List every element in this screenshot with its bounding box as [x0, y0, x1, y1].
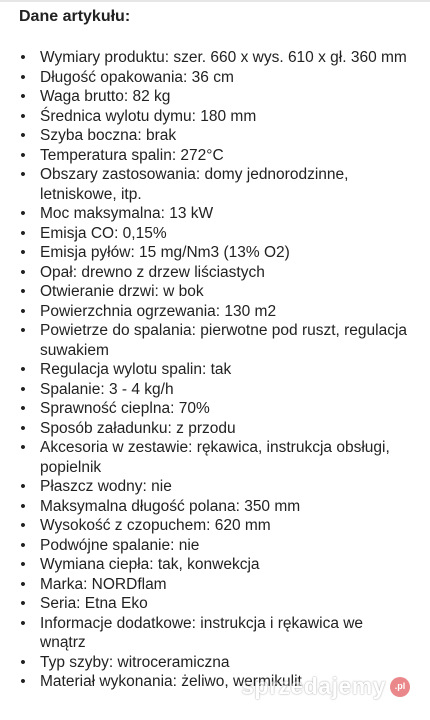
- spec-text: Waga brutto: 82 kg: [40, 88, 171, 105]
- spec-text: Otwieranie drzwi: w bok: [40, 283, 204, 300]
- spec-text: Akcesoria w zestawie: rękawica, instrukcja obsługi, popielnik: [40, 439, 390, 476]
- spec-text: Podwójne spalanie: nie: [40, 536, 200, 554]
- spec-list-item: [0, 48, 410, 68]
- bullet-icon: •: [20, 517, 26, 534]
- spec-list-item: [0, 321, 410, 360]
- bullet-icon: •: [20, 244, 26, 261]
- section-heading: Dane artykułu:: [19, 8, 131, 25]
- spec-text: Szyba boczna: brak: [40, 127, 177, 144]
- spec-text: Typ szyby: witroceramiczna: [40, 653, 230, 671]
- bullet-icon: •: [20, 653, 26, 671]
- spec-text: Emisja CO: 0,15%: [40, 224, 167, 242]
- top-divider: [0, 0, 430, 2]
- spec-list-item: [0, 497, 410, 517]
- spec-list-item: [0, 438, 410, 477]
- spec-text: Wysokość z czopuchem: 620 mm: [40, 517, 271, 534]
- spec-text: Seria: Etna Eko: [40, 595, 148, 612]
- spec-text: Regulacja wylotu spalin: tak: [40, 361, 232, 378]
- spec-list-item: [0, 380, 410, 400]
- watermark-text: sprzedajemy: [241, 673, 386, 699]
- spec-text: Płaszcz wodny: nie: [40, 478, 172, 495]
- spec-text: Opał: drewno z drzew liściastych: [40, 263, 265, 281]
- spec-text: Średnica wylotu dymu: 180 mm: [40, 107, 257, 125]
- spec-list-item: [0, 263, 410, 283]
- spec-text: Powierzchnia ogrzewania: 130 m2: [40, 302, 277, 320]
- spec-text: Maksymalna długość polana: 350 mm: [40, 497, 301, 515]
- bullet-icon: •: [20, 68, 26, 86]
- bullet-icon: •: [20, 497, 26, 515]
- spec-list-item: [0, 302, 410, 322]
- bullet-icon: •: [20, 146, 26, 164]
- bullet-icon: •: [20, 478, 26, 495]
- spec-list-item: [0, 653, 410, 673]
- bullet-icon: •: [20, 322, 26, 339]
- spec-list-item: [0, 555, 410, 575]
- bullet-icon: •: [20, 380, 26, 398]
- spec-text: Długość opakowania: 36 cm: [40, 68, 234, 86]
- spec-list-item: [0, 536, 410, 556]
- spec-list-item: [0, 614, 410, 653]
- bullet-icon: •: [20, 595, 26, 612]
- bullet-icon: •: [20, 575, 26, 593]
- spec-list-item: [0, 419, 410, 439]
- spec-text: Moc maksymalna: 13 kW: [40, 205, 214, 222]
- spec-list-item: [0, 282, 410, 302]
- bullet-icon: •: [20, 556, 26, 573]
- bullet-icon: •: [20, 283, 26, 300]
- spec-list-item: [0, 68, 410, 88]
- spec-text: Emisja pyłów: 15 mg/Nm3 (13% O2): [40, 244, 290, 261]
- bullet-icon: •: [20, 224, 26, 242]
- bullet-icon: •: [20, 205, 26, 222]
- bullet-icon: •: [20, 107, 26, 125]
- spec-list: [0, 48, 410, 692]
- spec-list-item: [0, 516, 410, 536]
- watermark: [241, 673, 410, 700]
- spec-text: Wymiana ciepła: tak, konwekcja: [40, 556, 260, 573]
- bullet-icon: •: [20, 263, 26, 281]
- watermark-badge: .pl: [390, 677, 410, 697]
- bullet-icon: •: [20, 361, 26, 378]
- bullet-icon: •: [20, 614, 26, 632]
- bullet-icon: •: [20, 49, 26, 66]
- bullet-icon: •: [20, 166, 26, 183]
- spec-text: Sprawność cieplna: 70%: [40, 400, 210, 417]
- bullet-icon: •: [20, 88, 26, 105]
- spec-text: Marka: NORDflam: [40, 575, 167, 593]
- spec-list-item: [0, 126, 410, 146]
- spec-list-item: [0, 243, 410, 263]
- spec-list-item: [0, 399, 410, 419]
- spec-list-item: [0, 594, 410, 614]
- bullet-icon: •: [20, 439, 26, 456]
- spec-text: Spalanie: 3 - 4 kg/h: [40, 380, 174, 398]
- bullet-icon: •: [20, 536, 26, 554]
- spec-text: Powietrze do spalania: pierwotne pod ruszt, regulacja suwakiem: [40, 322, 408, 359]
- spec-list-item: [0, 87, 410, 107]
- spec-text: Obszary zastosowania: domy jednorodzinne, letniskowe, itp.: [40, 166, 349, 203]
- bullet-icon: •: [20, 419, 26, 437]
- spec-text: Materiał wykonania: żeliwo, wermikulit: [40, 673, 302, 690]
- spec-list-item: [0, 204, 410, 224]
- spec-text: Informacje dodatkowe: instrukcja i rękawica we wnątrz: [40, 614, 364, 651]
- bullet-icon: •: [20, 302, 26, 320]
- spec-text: Wymiary produktu: szer. 660 x wys. 610 x gł. 360 mm: [40, 49, 407, 66]
- spec-list-item: [0, 575, 410, 595]
- bullet-icon: •: [20, 673, 26, 690]
- bullet-icon: •: [20, 127, 26, 144]
- spec-list-item: [0, 360, 410, 380]
- spec-list-item: [0, 146, 410, 166]
- bullet-icon: •: [20, 400, 26, 417]
- spec-list-item: [0, 107, 410, 127]
- spec-text: Temperatura spalin: 272°C: [40, 146, 224, 164]
- spec-list-item: [0, 477, 410, 497]
- spec-text: Sposób załadunku: z przodu: [40, 419, 236, 437]
- spec-list-item: [0, 165, 410, 204]
- spec-list-item: [0, 224, 410, 244]
